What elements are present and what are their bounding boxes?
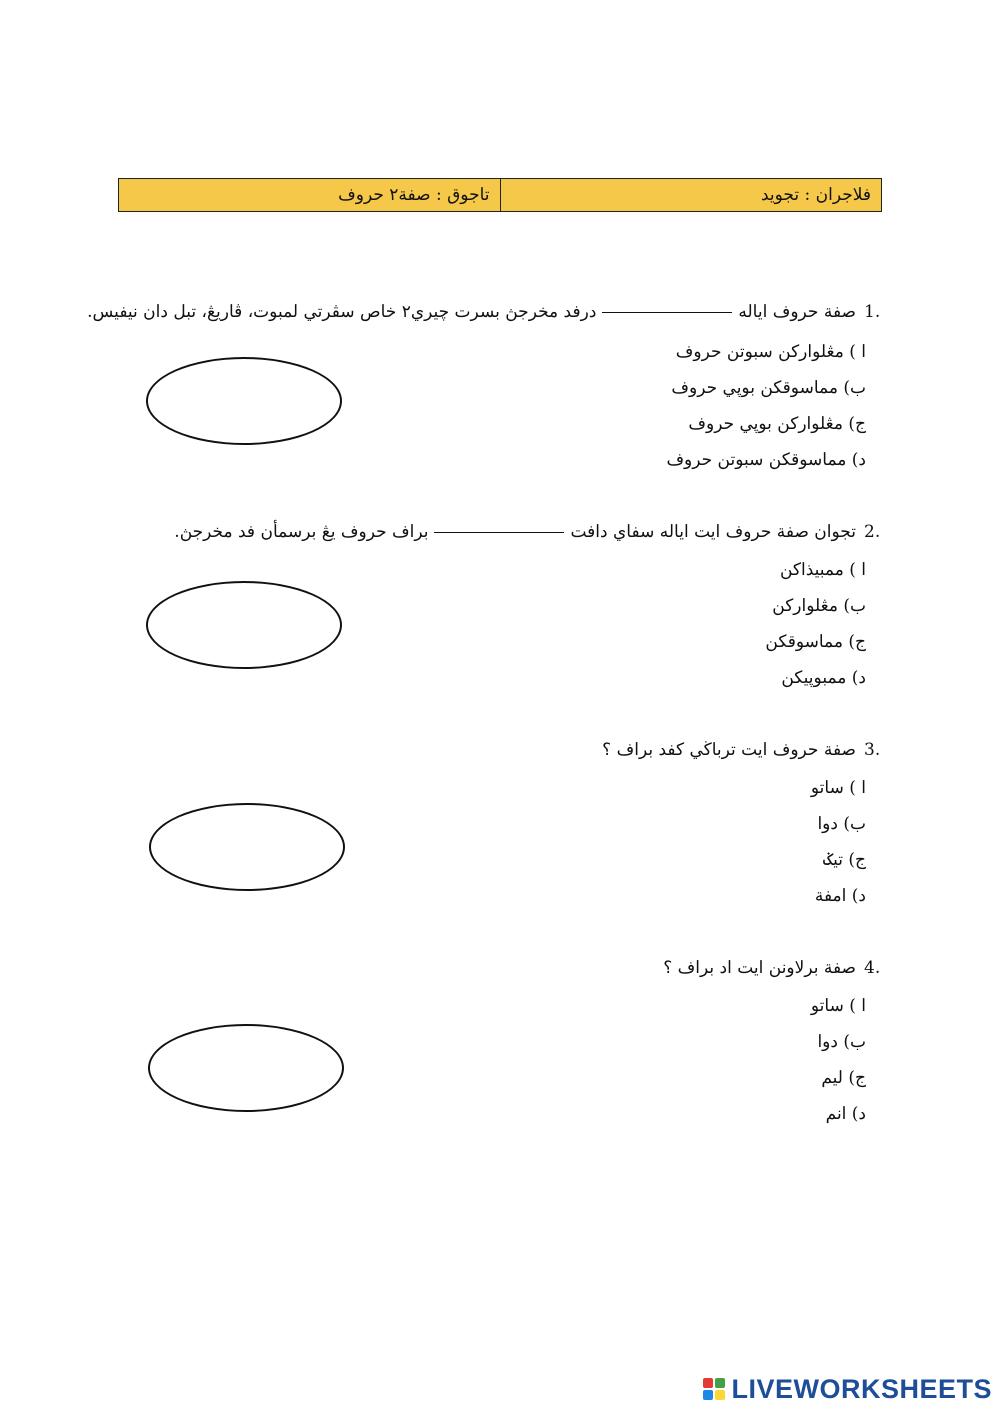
answer-blank bbox=[602, 312, 732, 313]
question-text bbox=[87, 302, 882, 322]
option-a: ا ) ساتو bbox=[810, 996, 866, 1016]
question-text bbox=[663, 958, 882, 978]
logo-square-icon bbox=[703, 1390, 713, 1400]
answer-oval-3[interactable] bbox=[149, 803, 345, 891]
liveworksheets-logo-icon bbox=[703, 1378, 725, 1400]
options-list bbox=[666, 334, 866, 478]
option-a: ا ) مڠلواركن سبوتن حروف bbox=[675, 342, 866, 362]
option-c: ج) مڠلواركن بوڽي حروف bbox=[688, 414, 866, 434]
question-number: 3. bbox=[864, 740, 881, 760]
logo-square-icon bbox=[703, 1378, 713, 1388]
option-a: ا ) ساتو bbox=[810, 778, 866, 798]
option-c: ج) تيݢ bbox=[823, 850, 866, 870]
option-d: د) امفة bbox=[814, 886, 866, 906]
logo-square-icon bbox=[715, 1378, 725, 1388]
question-number: 4. bbox=[864, 958, 881, 978]
option-c: ج) ليم bbox=[821, 1068, 866, 1088]
question-number: 1. bbox=[864, 302, 881, 322]
question-text-after: درفد مخرجڽ بسرت چيري٢ خاص سڤرتي لمبوت، ڤاريڠ، تبل دان نيفيس. bbox=[87, 302, 597, 322]
subject-label: فلاجران : تجويد bbox=[760, 185, 871, 205]
question-text-before: تجوان صفة حروف ايت اياله سفاي دافت bbox=[570, 522, 856, 542]
options-list bbox=[811, 770, 866, 914]
question-text-after: براف حروف يڠ برسمأن فد مخرجڽ. bbox=[174, 522, 429, 542]
question-text bbox=[602, 740, 882, 760]
option-b: ب) دوا bbox=[817, 814, 866, 834]
option-b: ب) مڠلواركن bbox=[772, 596, 866, 616]
options-list bbox=[811, 988, 866, 1132]
option-d: د) انم bbox=[825, 1104, 866, 1124]
topic-label: تاجوق : صفة٢ حروف bbox=[119, 179, 501, 211]
question-text-before: صفة حروف ايت ترباڬي كفد براف ؟ bbox=[602, 740, 856, 760]
option-b: ب) مماسوقكن بوڽي حروف bbox=[671, 378, 866, 398]
question-text-before: صفة حروف اياله bbox=[738, 302, 856, 322]
option-b: ب) دوا bbox=[817, 1032, 866, 1052]
logo-square-icon bbox=[715, 1390, 725, 1400]
option-a: ا ) ممبيذاكن bbox=[779, 560, 866, 580]
options-list bbox=[765, 552, 866, 696]
liveworksheets-brand bbox=[703, 1369, 992, 1409]
answer-oval-1[interactable] bbox=[146, 357, 342, 445]
answer-oval-4[interactable] bbox=[148, 1024, 344, 1112]
option-d: د) ممبوڽيكن bbox=[781, 668, 866, 688]
brand-name: LIVEWORKSHEETS bbox=[731, 1373, 992, 1404]
question-number: 2. bbox=[864, 522, 881, 542]
worksheet-header bbox=[118, 178, 882, 212]
question-text-before: صفة برلاونن ايت اد براف ؟ bbox=[663, 958, 856, 978]
option-d: د) مماسوقكن سبوتن حروف bbox=[666, 450, 866, 470]
option-c: ج) مماسوقكن bbox=[765, 632, 866, 652]
question-text bbox=[174, 522, 882, 542]
answer-blank bbox=[434, 532, 564, 533]
answer-oval-2[interactable] bbox=[146, 581, 342, 669]
